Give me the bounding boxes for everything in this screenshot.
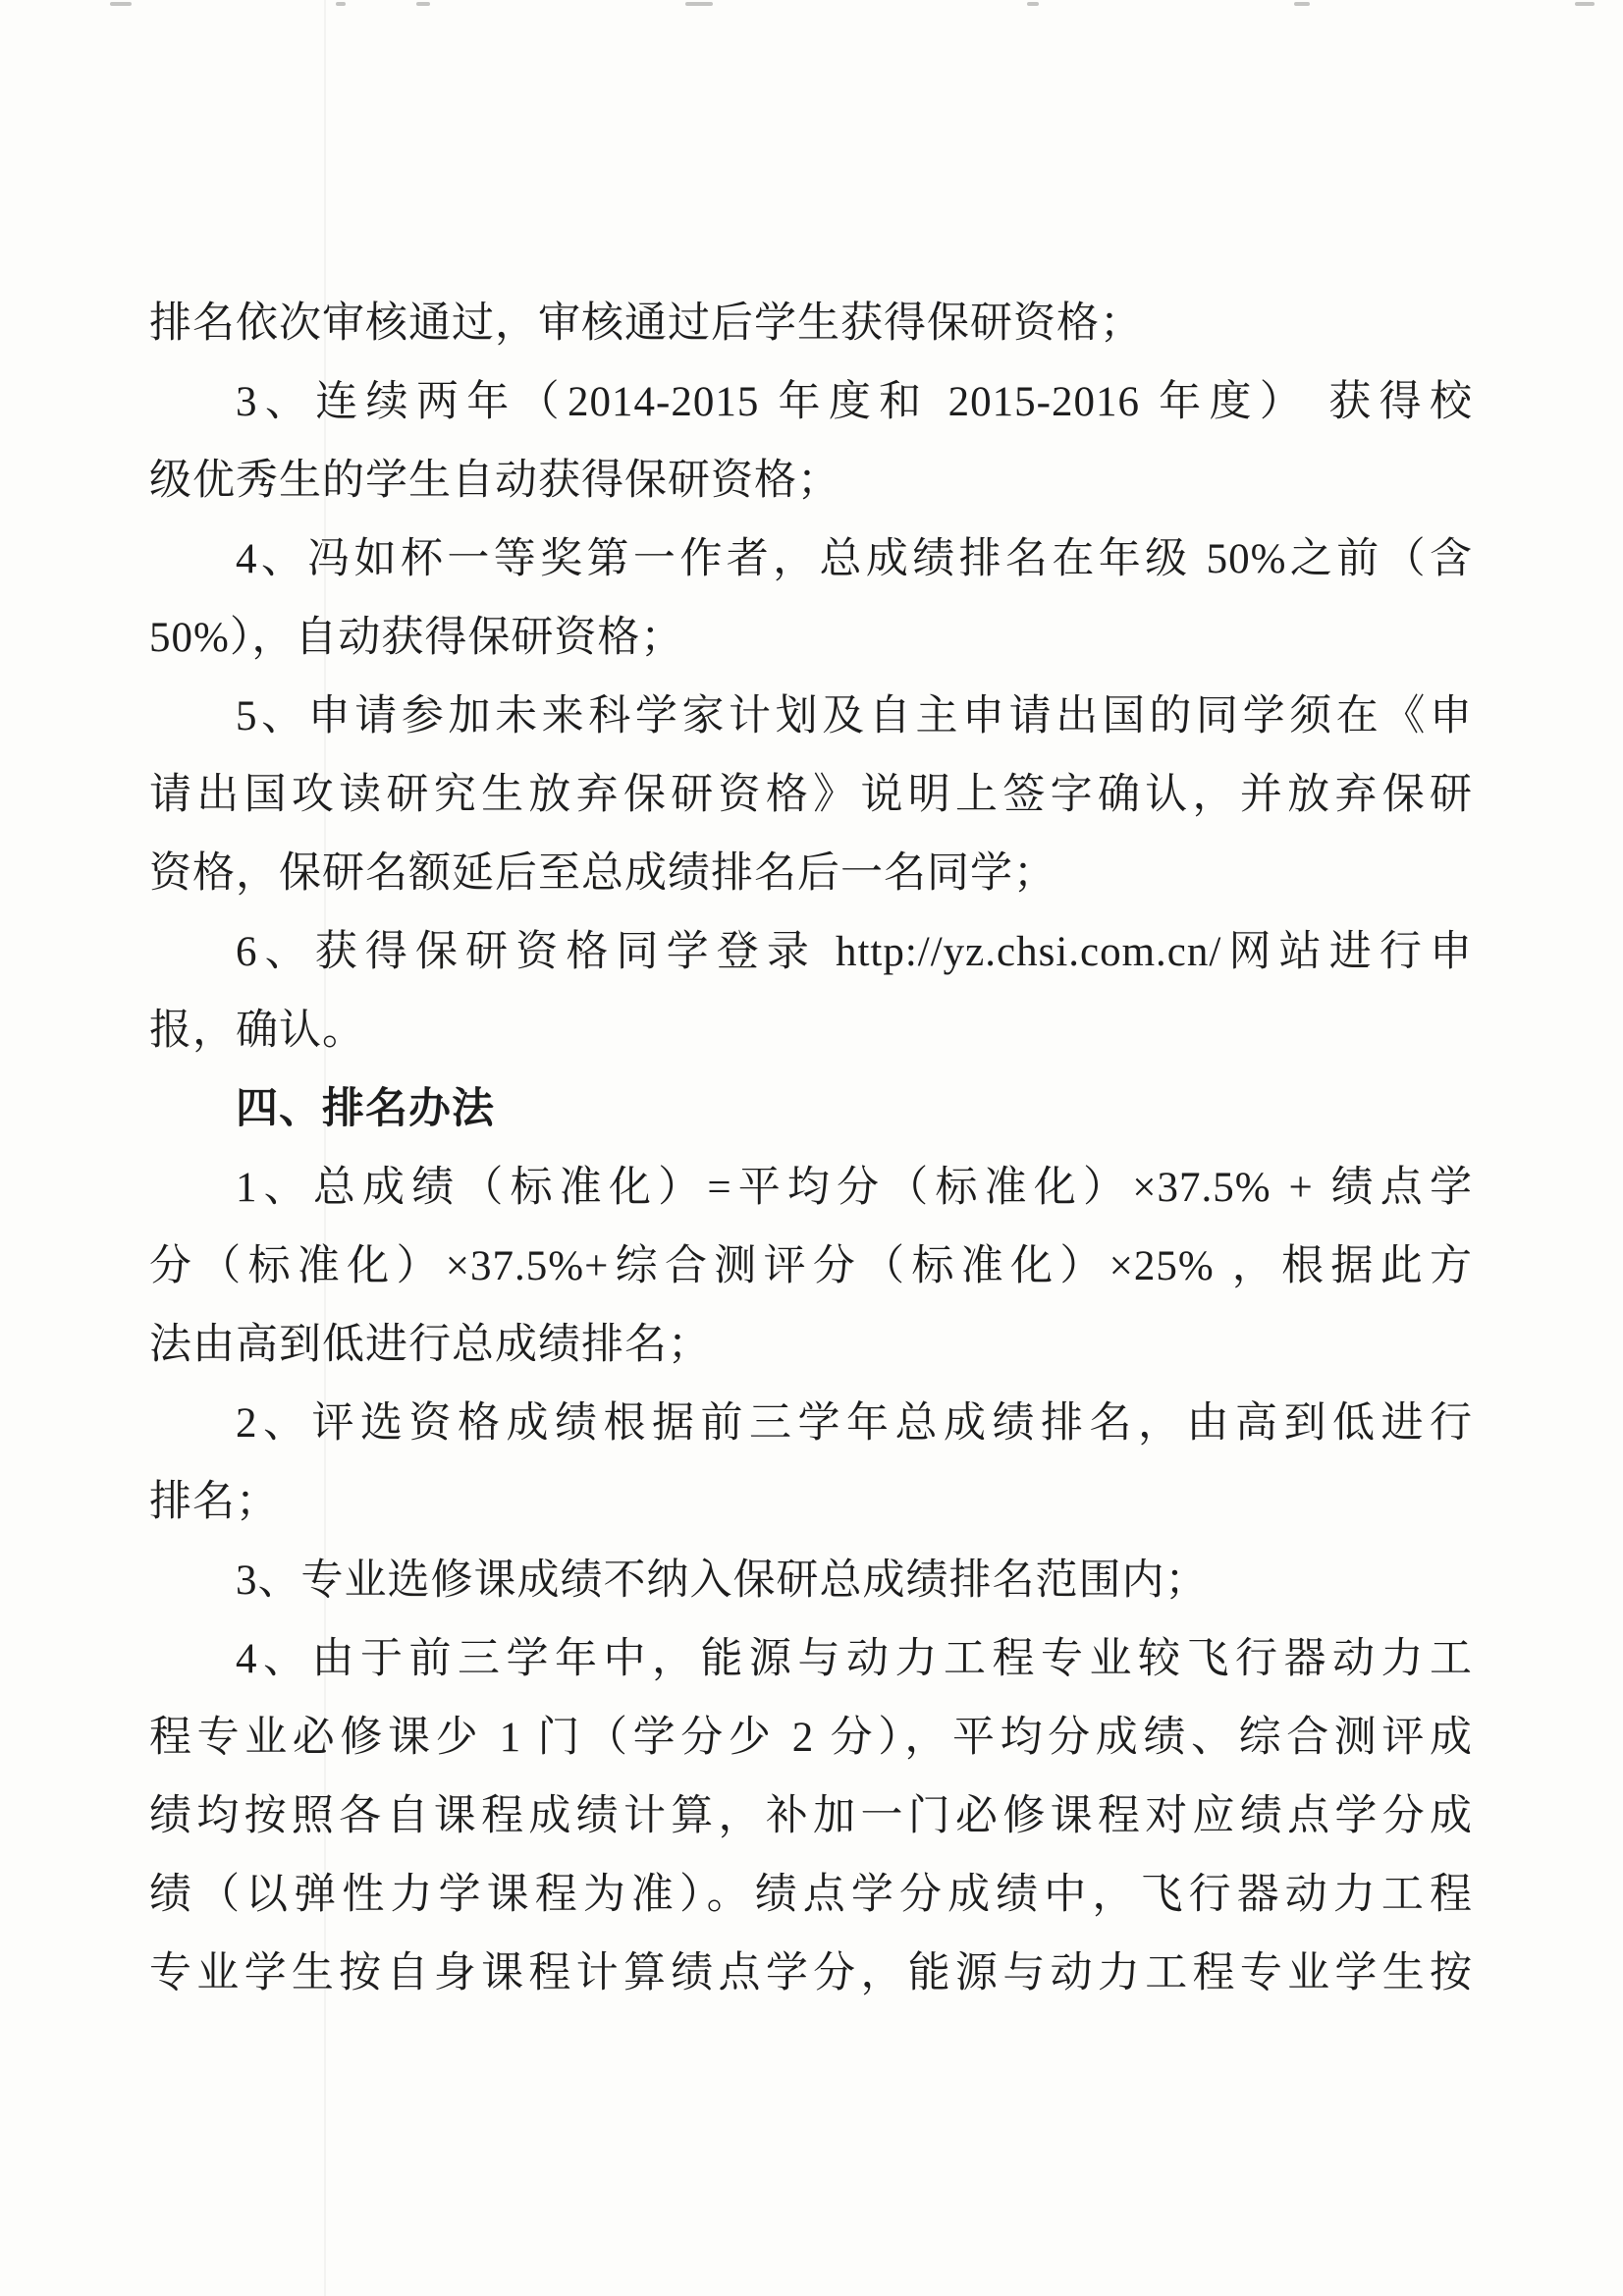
scan-edge-speck	[1027, 2, 1039, 6]
scan-edge-speck	[336, 2, 346, 6]
text-line: 级优秀生的学生自动获得保研资格；	[149, 458, 840, 504]
scan-edge-speck	[685, 2, 713, 6]
list-item-2: 2、评选资格成绩根据前三学年总成绩排名，由高到低进行	[236, 1400, 1473, 1447]
list-item-3: 3、连续两年（2014-2015 年度和 2015-2016 年度） 获得校	[236, 379, 1473, 425]
list-item-6: 6、获得保研资格同学登录 http://yz.chsi.com.cn/网站进行申	[236, 929, 1473, 975]
text-line: 分（标准化）×37.5%+综合测评分（标准化）×25% ，根据此方	[149, 1243, 1473, 1289]
section-heading: 四、排名办法	[236, 1086, 495, 1132]
list-item-3b: 3、专业选修课成绩不纳入保研总成绩排名范围内；	[236, 1558, 1209, 1604]
text-line: 法由高到低进行总成绩排名；	[149, 1322, 711, 1368]
list-item-4b: 4、由于前三学年中，能源与动力工程专业较飞行器动力工	[236, 1636, 1473, 1682]
scan-edge-speck	[1575, 2, 1595, 6]
text-line: 资格，保研名额延后至总成绩排名后一名同学；	[149, 850, 1056, 897]
text-line: 排名；	[149, 1479, 279, 1525]
text-line: 绩均按照各自课程成绩计算，补加一门必修课程对应绩点学分成	[149, 1793, 1473, 1839]
scan-edge-speck	[416, 2, 430, 6]
text-line: 绩（以弹性力学课程为准）。绩点学分成绩中，飞行器动力工程	[149, 1872, 1473, 1918]
text-line: 排名依次审核通过，审核通过后学生获得保研资格；	[149, 301, 1143, 347]
text-line: 专业学生按自身课程计算绩点学分，能源与动力工程专业学生按	[149, 1950, 1473, 1996]
scan-edge-speck	[1294, 2, 1310, 6]
text-block	[149, 285, 1473, 2013]
text-line: 50%），自动获得保研资格；	[149, 615, 684, 661]
text-line: 请出国攻读研究生放弃保研资格》说明上签字确认，并放弃保研	[149, 772, 1473, 818]
text-line: 程专业必修课少 1 门（学分少 2 分），平均分成绩、综合测评成	[149, 1715, 1473, 1761]
list-item-1: 1、总成绩（标准化）=平均分（标准化）×37.5% + 绩点学	[236, 1165, 1473, 1211]
text-line: 报，确认。	[149, 1008, 365, 1054]
list-item-4: 4、冯如杯一等奖第一作者，总成绩排名在年级 50%之前（含	[236, 536, 1473, 582]
scan-edge-speck	[110, 2, 132, 6]
list-item-5: 5、申请参加未来科学家计划及自主申请出国的同学须在《申	[236, 693, 1473, 739]
